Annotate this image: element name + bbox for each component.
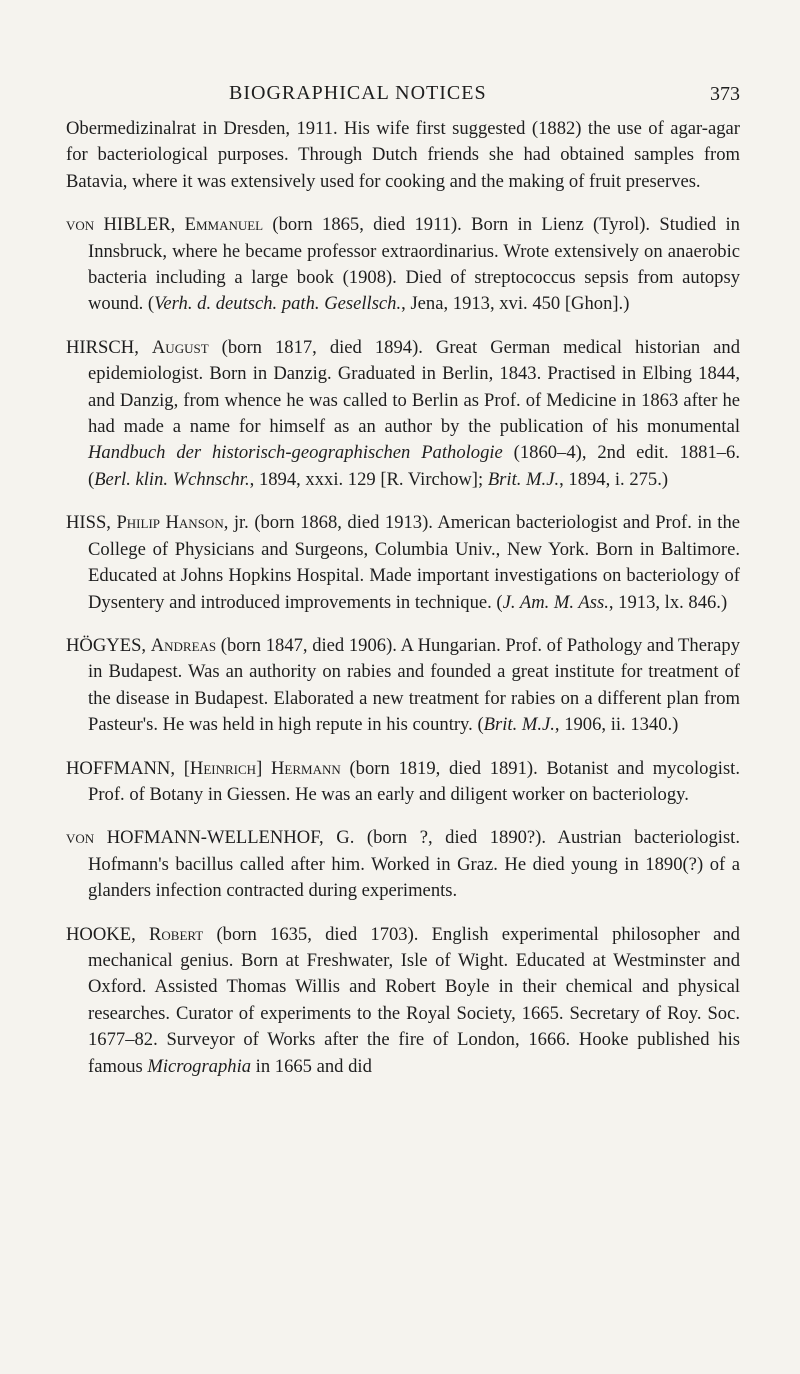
entry-tail: , 1906, ii. 1340.) xyxy=(554,714,679,736)
entry-body: (born 1847, died 1906). A Hungarian. Prof. of Pathology and Therapy in Budapest. Was an authority on rabies and founded a great institute for treatment of the disease in Budapest. Elaborated a new treatment for rabies on a different plan from Pasteur's. He was held in high repute in his country. ( xyxy=(88,634,740,736)
entry-hirsch xyxy=(66,335,740,493)
given-name: [Heinrich] Hermann xyxy=(183,757,341,779)
work-title: Handbuch der historisch-geographischen Pathologie xyxy=(88,442,503,464)
given-name: August xyxy=(151,336,209,358)
work-title: Micrographia xyxy=(147,1055,252,1077)
name-prefix: von xyxy=(66,827,95,849)
surname: HOFMANN-WELLENHOF, xyxy=(106,827,324,849)
name-prefix: von xyxy=(66,214,95,236)
citation: J. Am. M. Ass. xyxy=(502,591,609,613)
entry-tail: , Jena, 1913, xvi. 450 [Ghon].) xyxy=(401,293,630,315)
entry-hofmann-wellenhof xyxy=(66,825,740,904)
entry-body: (born 1819, died 1891). Botanist and mycologist. Prof. of Botany in Giessen. He was an early and diligent worker on bacteriology. xyxy=(88,757,740,805)
surname: HIRSCH, xyxy=(66,336,139,358)
entry-body: G. (born ?, died 1890?). Austrian bacteriologist. Hofmann's bacillus called after him. Worked in Graz. He died young in 1890(?) of a glanders infection contracted during experiments. xyxy=(88,827,740,902)
surname: HISS, xyxy=(66,512,111,534)
entry-body: (born 1817, died 1894). Great German medical historian and epidemiologist. Born in Danzig. Graduated in Berlin, 1843. Practised in Elbing 1844, and Danzig, from whence he was called to Berlin as Prof. of Medicine in 1863 after he had made a name for himself as an author by the publication of his monumental xyxy=(88,336,740,438)
surname: HOFFMANN, xyxy=(66,757,176,779)
entry-hogyes xyxy=(66,633,740,739)
book-page xyxy=(66,82,740,1097)
entry-mid2: , 1894, xxxi. 129 [R. Virchow]; xyxy=(249,468,488,490)
entry-hoffmann xyxy=(66,756,740,809)
given-name: Philip Hanson xyxy=(116,512,224,534)
entry-hooke xyxy=(66,922,740,1080)
citation-2: Brit. M.J. xyxy=(487,468,560,490)
surname: HIBLER, xyxy=(103,214,176,236)
entry-hiss xyxy=(66,510,740,616)
citation: Berl. klin. Wchnschr. xyxy=(94,468,250,490)
entry-tail: in 1665 and did xyxy=(251,1055,372,1077)
entry-continuation xyxy=(66,116,740,195)
given-name: Andreas xyxy=(150,634,217,656)
entry-body: (born 1635, died 1703). English experimental philosopher and mechanical genius. Born at Freshwater, Isle of Wight. Educated at Westminster and Oxford. Assisted Thomas Willis and Robert Boyle in their chemical and physical researches. Curator of experiments to the Royal Society, 1665. Secretary of Roy. Soc. 1677–82. Surveyor of Works after the fire of London, 1666. Hooke published his famous xyxy=(88,923,740,1077)
entry-mid: (1860–4), 2nd edit. 1881–6. ( xyxy=(88,442,740,490)
citation: Brit. M.J. xyxy=(483,714,555,736)
entry-tail: , 1894, i. 275.) xyxy=(559,468,669,490)
entry-body: (born 1865, died 1911). Born in Lienz (Tyrol). Studied in Innsbruck, where he became professor extraordinarius. Wrote extensively on anaerobic bacteria including a large book (1908). Died of streptococcus sepsis from autopsy wound. ( xyxy=(88,214,740,315)
page-number: 373 xyxy=(710,83,740,105)
running-head: BIOGRAPHICAL NOTICES xyxy=(229,82,487,104)
given-name: Robert xyxy=(148,923,204,945)
surname: HÖGYES, xyxy=(66,634,147,656)
entry-text: Obermedizinalrat in Dresden, 1911. His wife first suggested (1882) the use of agar-agar for bacteriological purposes. Through Dutch friends she had obtained samples from Batavia, where it was extensively used for cooking and the making of fruit preserves. xyxy=(66,118,740,192)
page-header xyxy=(66,82,740,116)
entry-tail: , 1913, lx. 846.) xyxy=(608,591,728,613)
entry-hibler xyxy=(66,212,740,318)
entry-body: , jr. (born 1868, died 1913). American bacteriologist and Prof. in the College of Physicians and Surgeons, Columbia Univ., New York. Born in Baltimore. Educated at Johns Hopkins Hospital. Made important investigations on bacteriology of Dysentery and introduced improvements in technique. ( xyxy=(88,512,741,613)
citation: Verh. d. deutsch. path. Gesellsch. xyxy=(154,293,402,315)
surname: HOOKE, xyxy=(66,923,136,945)
given-name: Emmanuel xyxy=(184,214,264,236)
